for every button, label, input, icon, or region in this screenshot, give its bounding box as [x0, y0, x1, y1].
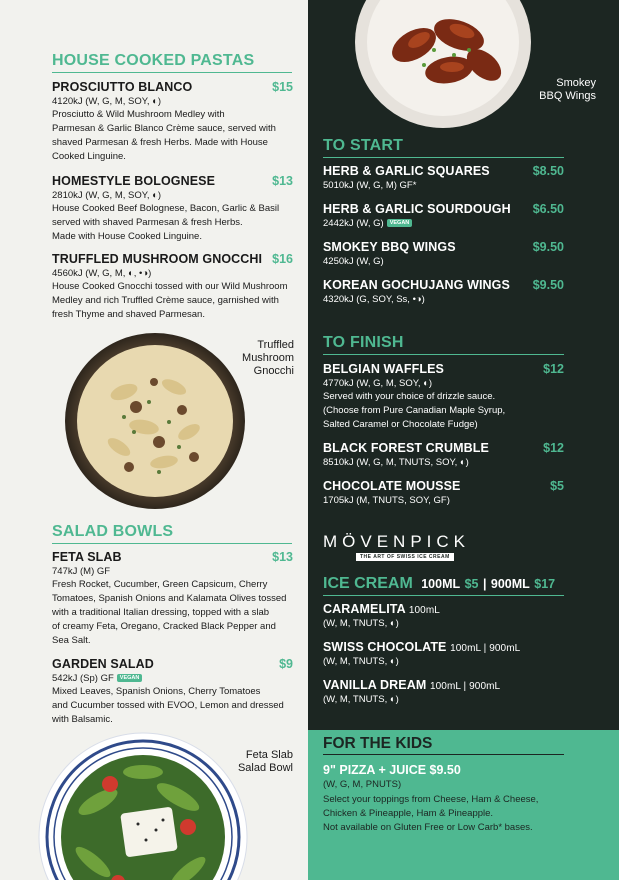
finish-rule: [323, 354, 564, 355]
menu-item-prosciutto-blanco: [52, 80, 293, 164]
item-price: $9.50: [532, 278, 564, 292]
item-kj: 1705kJ (M, TNUTS, SOY, GF): [323, 495, 450, 506]
item-description: House Cooked Gnocchi tossed with our Wild Mushroom Medley and rich Truffled Crème sauce, garnished with fresh Thyme and shaved Parmesan.: [52, 281, 288, 320]
kids-description: Select your toppings from Cheese, Ham & Cheese, Chicken & Pineapple, Ham & Pineapple. Not available on Gluten Free or Low Carb* bases.: [323, 794, 539, 833]
item-name: HOMESTYLE BOLOGNESE: [52, 174, 216, 188]
finish-title: TO FINISH: [323, 334, 404, 351]
item-price: $9.50: [532, 240, 564, 254]
vegan-badge: VEGAN: [387, 219, 413, 227]
item-kj: 542kJ (Sp) GF VEGAN: [52, 673, 293, 684]
kids-title: FOR THE KIDS: [323, 735, 433, 752]
item-kj: 8510kJ (W, G, M, TNUTS, SOY, ◐): [323, 457, 469, 468]
item-name: GARDEN SALAD: [52, 657, 154, 671]
menu-item-homestyle-bolognese: [52, 174, 293, 244]
gnocchi-dish-image: [64, 332, 246, 510]
item-name: PROSCIUTTO BLANCO: [52, 80, 193, 94]
item-kj: 4770kJ (W, G, M, SOY, ◐): [323, 378, 433, 389]
item-price: $5: [550, 479, 564, 493]
left-column: [0, 0, 308, 880]
item-kj: (W, M, TNUTS, ◐): [323, 618, 399, 629]
item-price: $12: [543, 362, 564, 376]
item-kj: 2810kJ (W, G, M, SOY, ◐): [52, 190, 162, 201]
movenpick-logo: MÖVENPICK: [323, 532, 471, 551]
menu-item-korean-gochujang-wings: [323, 278, 564, 305]
menu-item-garden-salad: [52, 657, 293, 727]
menu-item-herb-garlic-sourdough: [323, 202, 564, 229]
item-kj: 4250kJ (W, G): [323, 256, 384, 267]
item-kj: (W, M, TNUTS, ◐): [323, 656, 399, 667]
item-kj: 4560kJ (W, G, M, ◐, •◑): [52, 268, 152, 279]
menu-item-chocolate-mousse: [323, 479, 564, 506]
menu-item-truffled-mushroom-gnocchi: [52, 252, 293, 322]
start-rule: [323, 157, 564, 158]
wings-caption: Smokey BBQ Wings: [539, 77, 596, 102]
menu-item-belgian-waffles: [323, 362, 564, 432]
item-name: SMOKEY BBQ WINGS: [323, 240, 456, 254]
item-name: KOREAN GOCHUJANG WINGS: [323, 278, 510, 292]
icecream-size-small: 100ML: [421, 577, 461, 591]
item-description: Fresh Rocket, Cucumber, Green Capsicum, Cherry Tomatoes, Spanish Onions and Kalamata Olives tossed with a traditional Italian dressing, topped with a slab of creamy Feta, Oregano, Cracked Black Pepper and Sea Salt.: [52, 579, 287, 646]
item-name: VANILLA DREAM 100mL | 900mL: [323, 678, 501, 692]
item-name: HERB & GARLIC SQUARES: [323, 164, 490, 178]
kids-item: 9" PIZZA + JUICE $9.50: [323, 763, 461, 777]
menu-item-swiss-chocolate: [323, 640, 564, 667]
item-name: HERB & GARLIC SOURDOUGH: [323, 202, 511, 216]
movenpick-tagline: THE ART OF SWISS ICE CREAM: [356, 553, 454, 561]
item-description: Mixed Leaves, Spanish Onions, Cherry Tomatoes and Cucumber tossed with EVOO, Lemon and dressed with Balsamic.: [52, 686, 284, 725]
icecream-separator: |: [482, 577, 487, 591]
item-kj: 4320kJ (G, SOY, Ss, •◑): [323, 294, 425, 305]
menu-item-vanilla-dream: [323, 678, 564, 705]
item-price: $13: [272, 550, 293, 564]
menu-item-caramelita: [323, 602, 564, 629]
item-kj: 2442kJ (W, G) VEGAN: [323, 218, 564, 229]
bbq-wings-image: [354, 0, 532, 130]
item-kj: 4120kJ (W, G, M, SOY, ◐): [52, 96, 162, 107]
icecream-price-small: $5: [464, 577, 479, 591]
icecream-price-large: $17: [534, 577, 556, 591]
salad-caption: Feta Slab Salad Bowl: [237, 749, 293, 774]
gnocchi-caption: Truffled Mushroom Gnocchi: [242, 339, 294, 377]
pastas-rule: [52, 72, 292, 73]
kids-kj: (W, G, M, PNUTS): [323, 779, 402, 790]
pastas-title: HOUSE COOKED PASTAS: [52, 52, 255, 69]
menu-item-smokey-bbq-wings: [323, 240, 564, 267]
kids-panel: [308, 730, 619, 880]
item-kj: (W, M, TNUTS, ◐): [323, 694, 399, 705]
item-name: CARAMELITA 100mL: [323, 602, 440, 616]
item-price: $8.50: [532, 164, 564, 178]
item-description: House Cooked Beef Bolognese, Bacon, Garlic & Basil served with shaved Parmesan & fresh Herbs. Made with House Cooked Linguine.: [52, 203, 280, 242]
item-kj: 747kJ (M) GF: [52, 566, 111, 577]
menu-item-black-forest-crumble: [323, 441, 564, 468]
icecream-title: ICE CREAM: [323, 575, 413, 592]
item-price: $9: [279, 657, 293, 671]
vegan-badge: VEGAN: [117, 674, 143, 682]
icecream-title-row: [323, 575, 555, 593]
menu-item-herb-garlic-squares: [323, 164, 564, 191]
item-name: SWISS CHOCOLATE 100mL | 900mL: [323, 640, 521, 654]
item-description: Served with your choice of drizzle sauce. (Choose from Pure Canadian Maple Syrup, Salted Caramel or Chocolate Fudge): [323, 391, 506, 430]
item-description: Prosciutto & Wild Mushroom Medley with Parmesan & Garlic Blanco Crème sauce, served with shaved Parmesan & fresh Herbs. Made with House Cooked Linguine.: [52, 109, 276, 162]
item-name: FETA SLAB: [52, 550, 122, 564]
item-name: BLACK FOREST CRUMBLE: [323, 441, 489, 455]
item-name: CHOCOLATE MOUSSE: [323, 479, 461, 493]
item-name: BELGIAN WAFFLES: [323, 362, 444, 376]
icecream-rule: [323, 595, 564, 596]
item-price: $13: [272, 174, 293, 188]
salads-rule: [52, 543, 292, 544]
item-price: $12: [543, 441, 564, 455]
salads-title: SALAD BOWLS: [52, 523, 174, 540]
item-price: $6.50: [532, 202, 564, 216]
item-kj: 5010kJ (W, G, M) GF*: [323, 180, 417, 191]
item-name: TRUFFLED MUSHROOM GNOCCHI: [52, 252, 263, 266]
kids-rule: [323, 754, 564, 755]
menu-item-feta-slab: [52, 550, 293, 648]
item-price: $16: [272, 252, 293, 266]
icecream-size-large: 900ML: [490, 577, 530, 591]
item-price: $15: [272, 80, 293, 94]
start-title: TO START: [323, 137, 404, 154]
